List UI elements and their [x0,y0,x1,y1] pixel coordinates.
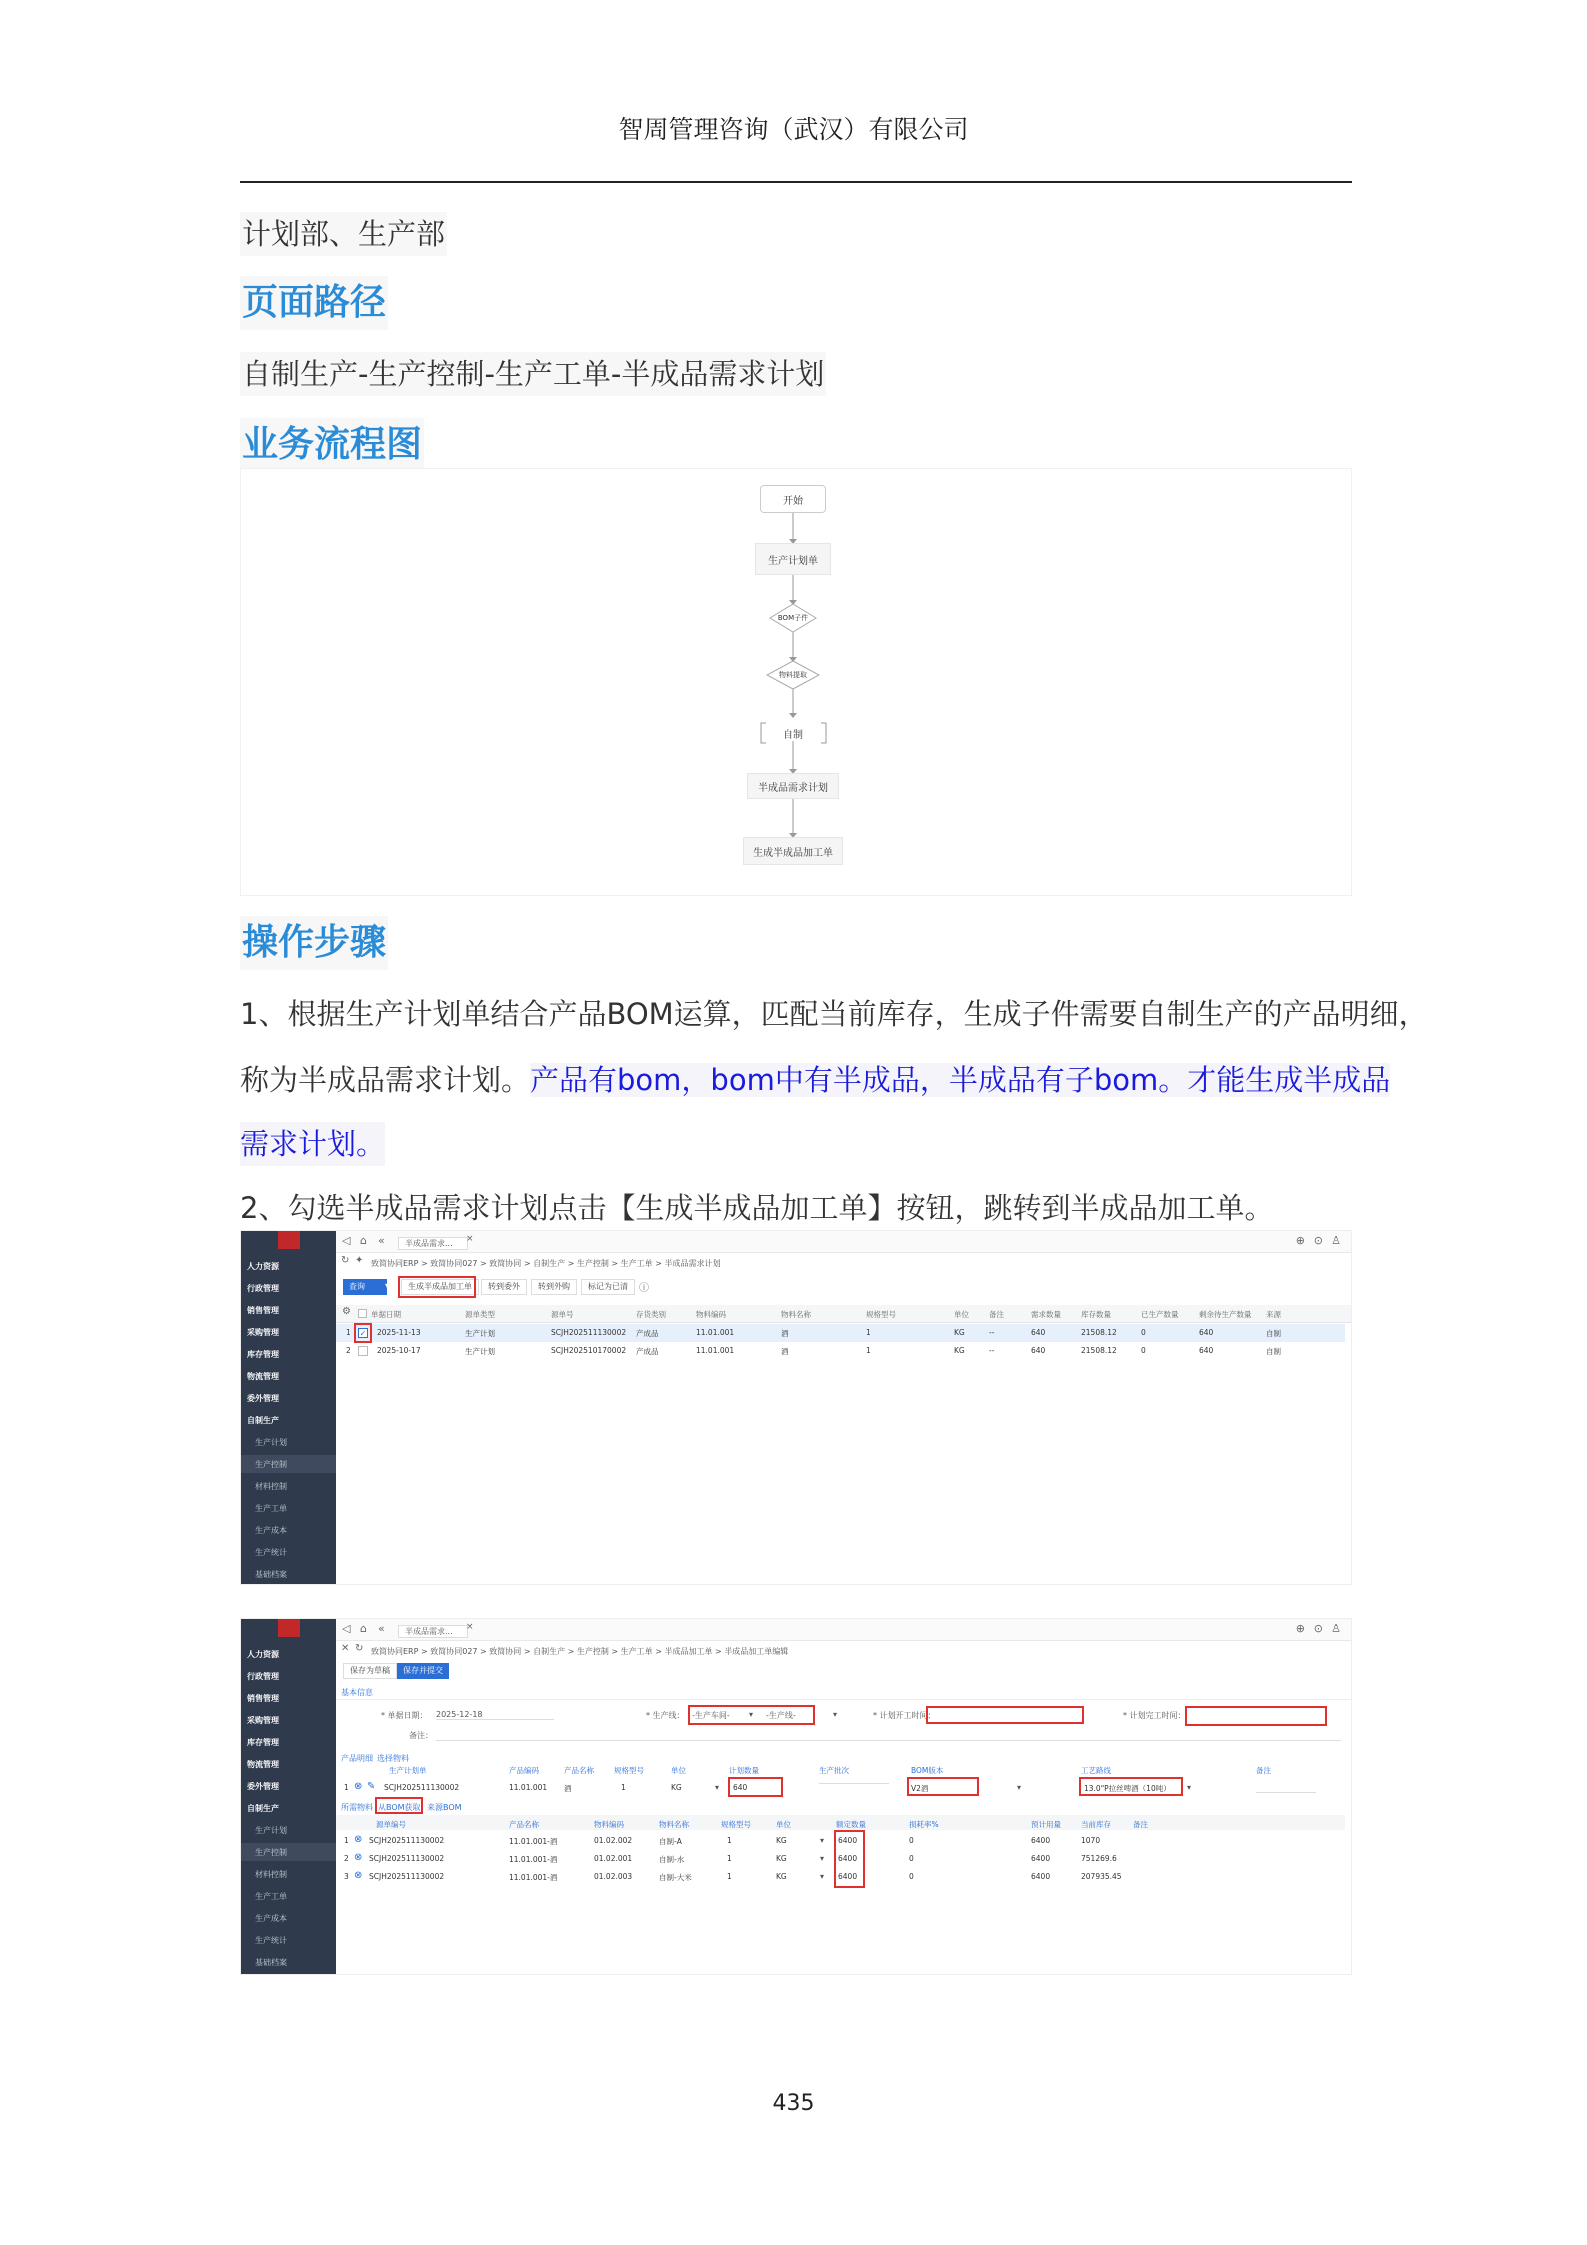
highlight-checkbox [354,1323,372,1343]
mrow3-product: 11.01.001-酒 [509,1873,558,1882]
mrow3-source: SCJH202511130002 [369,1872,445,1881]
mcol-name: 物料名称 [659,1820,689,1829]
prow-remark[interactable] [1256,1783,1316,1793]
close-tab-icon[interactable]: × [466,1622,474,1632]
plan-start-input[interactable] [926,1706,1084,1724]
line-select[interactable]: -生产线- [766,1711,796,1720]
company-header: 智周管理咨询（武汉）有限公司 [618,115,969,144]
app-logo [278,1231,300,1249]
tab-select-material[interactable]: 选择物料 [377,1754,409,1763]
path-heading: 页面路径 [240,276,388,330]
pcol-spec: 规格型号 [614,1766,644,1775]
flow-node-demand: 半成品需求计划 [747,773,839,799]
mrow2-unit: KG [776,1854,787,1863]
plan-start-label: * 计划开工时间： [873,1711,936,1720]
col-material-code[interactable]: 物料编码 [696,1310,726,1319]
sidebar-item-outsource[interactable]: 委外管理 [247,1394,279,1403]
remark-input[interactable] [436,1740,1341,1741]
pcol-remark: 备注 [1256,1766,1271,1775]
generate-button[interactable]: 生成半成品加工单 [401,1279,479,1295]
tab-bar [336,1231,1351,1253]
mrow2-loss[interactable]: 0 [909,1854,914,1863]
mrow1-source: SCJH202511130002 [369,1836,445,1845]
col-source[interactable]: 来源 [1266,1310,1281,1319]
plan-end-label: * 计划完工时间： [1123,1711,1186,1720]
remove-row-icon[interactable]: ⊗ [354,1781,363,1792]
mrow2-stock: 751269.6 [1081,1854,1117,1863]
prow-batch[interactable] [819,1783,889,1784]
mrow2-name: 自制-水 [659,1855,685,1864]
row2-stock: 21508.12 [1081,1346,1117,1355]
flow-node-generate: 生成半成品加工单 [743,837,843,865]
sidebar-item-logistics[interactable]: 物流管理 [247,1372,279,1381]
to-purchase-button[interactable]: 转到外购 [531,1279,577,1295]
info-icon: ⓘ [639,1283,649,1294]
prow-index: 1 [344,1783,349,1792]
flow-node-plan: 生产计划单 [755,543,831,575]
mark-cleared-button[interactable]: 标记为已清 [581,1279,635,1295]
mrow3-name: 自制-大米 [659,1873,692,1882]
tab-demand[interactable]: 半成品需求... [398,1237,468,1250]
sidebar-item-admin[interactable]: 行政管理 [247,1672,279,1681]
col-unit[interactable]: 单位 [954,1310,969,1319]
mrow2-source: SCJH202511130002 [369,1854,445,1863]
sidebar-item-outsource[interactable]: 委外管理 [247,1782,279,1791]
col-demand-qty[interactable]: 需求数量 [1031,1310,1061,1319]
collapse-icon[interactable]: « [378,1622,385,1635]
row2-unit: KG [954,1346,965,1355]
row2-source: 自制 [1266,1347,1281,1356]
sidebar-sub-cost[interactable]: 生产成本 [255,1914,287,1923]
flowchart-connectors [241,469,1353,897]
sidebar-sub-plan[interactable]: 生产计划 [255,1826,287,1835]
mrow3-remove-icon[interactable]: ⊗ [354,1870,363,1881]
mcol-code: 物料编码 [594,1820,624,1829]
refresh-icon[interactable]: ↻ [355,1643,364,1654]
sidebar [241,1619,336,1974]
remark-label: 备注： [409,1731,433,1740]
row2-spec: 1 [866,1346,871,1355]
row1-source-no: SCJH202511130002 [551,1328,627,1337]
bom-chevron-icon[interactable]: ▾ [1017,1783,1022,1792]
sidebar-item-purchase[interactable]: 采购管理 [247,1716,279,1725]
globe-icon[interactable]: ⊕ [1295,1622,1305,1635]
row2-checkbox[interactable] [358,1346,368,1356]
flow-node-start: 开始 [760,485,826,513]
row2-remaining: 640 [1199,1346,1214,1355]
divider [336,1699,1351,1700]
pin-icon[interactable]: ✦ [355,1255,364,1266]
row1-category: 产成品 [636,1329,659,1338]
pcol-batch: 生产批次 [819,1766,849,1775]
sidebar-item-sales[interactable]: 销售管理 [247,1694,279,1703]
row2-index: 2 [346,1346,351,1355]
sidebar-item-production[interactable]: 自制生产 [247,1416,279,1425]
mrow2-remove-icon[interactable]: ⊗ [354,1852,363,1863]
sidebar-item-inventory[interactable]: 库存管理 [247,1350,279,1359]
save-submit-button[interactable]: 保存并提交 [397,1663,449,1679]
row1-stock: 21508.12 [1081,1328,1117,1337]
step2-text: 2、勾选半成品需求计划点击【生成半成品加工单】按钮，跳转到半成品加工单。 [240,1191,1274,1225]
row2-remark: -- [989,1346,995,1355]
pcol-bom: BOM版本 [911,1766,944,1775]
row1-index: 1 [346,1328,351,1337]
sidebar-sub-archive[interactable]: 基础档案 [255,1570,287,1579]
zoom-icon[interactable]: ⊙ [1313,1622,1323,1635]
row1-name: 酒 [781,1329,789,1338]
step1-line3: 需求计划。 [240,1122,385,1166]
user-icon[interactable]: ♙ [1331,1234,1341,1247]
settings-icon[interactable]: ⚙ [342,1306,351,1317]
app-logo [278,1619,300,1637]
mrow3-index: 3 [344,1872,349,1881]
mrow3-loss[interactable]: 0 [909,1872,914,1881]
close-icon[interactable]: ✕ [341,1643,350,1654]
pcol-plan: 生产计划单 [389,1766,427,1775]
row2-source-type: 生产计划 [465,1347,495,1356]
tab-product-detail[interactable]: 产品明细 [341,1754,373,1763]
back-icon[interactable]: ◁ [342,1622,351,1635]
mrow1-product: 11.01.001-酒 [509,1837,558,1846]
col-produced-qty[interactable]: 已生产数量 [1141,1310,1179,1319]
source-bom-link[interactable]: 来源BOM [427,1803,462,1812]
row2-demand: 640 [1031,1346,1046,1355]
mcol-remark: 备注 [1133,1820,1148,1829]
departments-text: 计划部、生产部 [240,212,447,256]
mrow2-product: 11.01.001-酒 [509,1855,558,1864]
sidebar-item-admin[interactable]: 行政管理 [247,1284,279,1293]
tab-demand[interactable]: 半成品需求... [398,1625,468,1638]
edit-row-icon[interactable]: ✎ [367,1781,376,1792]
row1-produced: 0 [1141,1328,1146,1337]
row1-source-type: 生产计划 [465,1329,495,1338]
mrow1-name: 自制-A [659,1837,682,1846]
row2-category: 产成品 [636,1347,659,1356]
line-chevron-icon[interactable]: ▾ [833,1710,838,1719]
mrow2-code: 01.02.001 [594,1854,633,1863]
step1-text: 称为半成品需求计划。 [240,1063,531,1097]
prow-qty[interactable]: 640 [733,1783,748,1792]
tab-bar [336,1619,1351,1641]
pcol-code: 产品编码 [509,1766,539,1775]
mrow2-index: 2 [344,1854,349,1863]
mcol-source: 源单编号 [376,1820,406,1829]
screenshot-demand-plan [240,1230,1352,1585]
zoom-icon[interactable]: ⊙ [1313,1234,1323,1247]
sidebar-sub-order[interactable]: 生产工单 [255,1504,287,1513]
row2-code: 11.01.001 [696,1346,735,1355]
pcol-unit: 单位 [671,1766,686,1775]
mrow2-usage: 6400 [1031,1854,1051,1863]
mrow3-spec: 1 [727,1872,732,1881]
sidebar-sub-control[interactable]: 生产控制 [255,1848,287,1857]
highlight-get-bom [375,1797,423,1814]
flow-heading: 业务流程图 [240,418,424,472]
workshop-chevron-icon[interactable]: ▾ [749,1710,754,1719]
pcol-qty: 计划数量 [729,1766,759,1775]
prow-plan: SCJH202511130002 [384,1783,460,1792]
tab-required-material[interactable]: 所需物料 [341,1803,373,1812]
mrow2-qty[interactable]: 6400 [838,1854,858,1863]
date-label: * 单据日期： [381,1711,428,1720]
mrow1-loss[interactable]: 0 [909,1836,914,1845]
mrow1-usage: 6400 [1031,1836,1051,1845]
highlight-generate [398,1276,476,1298]
get-from-bom-link[interactable]: 从BOM获取 [378,1803,421,1812]
mrow3-stock: 207935.45 [1081,1872,1122,1881]
mrow1-qty[interactable]: 6400 [838,1836,858,1845]
col-remark[interactable]: 备注 [989,1310,1004,1319]
mrow3-usage: 6400 [1031,1872,1051,1881]
sidebar [241,1231,336,1584]
mcol-unit: 单位 [776,1820,791,1829]
col-category[interactable]: 存货类别 [636,1310,666,1319]
mcol-qty: 额定数量 [836,1820,866,1829]
flow-node-self: 自制 [783,729,803,741]
sidebar-item-purchase[interactable]: 采购管理 [247,1328,279,1337]
sidebar-sub-control[interactable]: 生产控制 [255,1460,287,1469]
page-number: 435 [772,2091,815,2116]
sidebar-item-hr[interactable]: 人力资源 [247,1650,279,1659]
screenshot-processing-order [240,1618,1352,1975]
path-value: 自制生产-生产控制-生产工单-半成品需求计划 [240,352,826,396]
plan-end-input[interactable] [1185,1706,1327,1726]
home-icon[interactable]: ⌂ [360,1622,367,1635]
sidebar-sub-archive[interactable]: 基础档案 [255,1958,287,1967]
col-material-name[interactable]: 物料名称 [781,1310,811,1319]
row1-checkbox[interactable]: ✓ [359,1329,367,1338]
row1-spec: 1 [866,1328,871,1337]
breadcrumb: 致简协同ERP > 致简协同027 > 致简协同 > 自制生产 > 生产控制 > 生产工单 > 半成品需求计划 [371,1259,721,1268]
query-button[interactable]: 查询 [343,1279,387,1295]
sidebar-sub-cost[interactable]: 生产成本 [255,1526,287,1535]
step1-line1: 1、根据生产计划单结合产品BOM运算，匹配当前库存，生成子件需要自制生产的产品明细， [240,997,1428,1031]
col-source-no[interactable]: 源单号 [551,1310,574,1319]
highlight-route [1079,1777,1183,1796]
row2-date: 2025-10-17 [377,1346,421,1355]
home-icon[interactable]: ⌂ [360,1234,367,1247]
mrow1-unit: KG [776,1836,787,1845]
mrow1-spec: 1 [727,1836,732,1845]
mcol-product: 产品名称 [509,1820,539,1829]
route-chevron-icon[interactable]: ▾ [1187,1783,1192,1792]
sidebar-item-sales[interactable]: 销售管理 [247,1306,279,1315]
row2-produced: 0 [1141,1346,1146,1355]
refresh-icon[interactable]: ↻ [341,1255,350,1266]
highlight-qty [728,1777,783,1797]
sidebar-sub-plan[interactable]: 生产计划 [255,1438,287,1447]
sidebar-sub-material[interactable]: 材料控制 [255,1870,287,1879]
mrow1-stock: 1070 [1081,1836,1101,1845]
sidebar-sub-stats[interactable]: 生产统计 [255,1936,287,1945]
mrow1-code: 01.02.002 [594,1836,633,1845]
highlight-line [688,1705,815,1725]
globe-icon[interactable]: ⊕ [1295,1234,1305,1247]
highlight-bom [907,1777,979,1796]
row1-remaining: 640 [1199,1328,1214,1337]
col-spec[interactable]: 规格型号 [866,1310,896,1319]
sidebar-sub-order[interactable]: 生产工单 [255,1892,287,1901]
row2-source-no: SCJH202510170002 [551,1346,627,1355]
sidebar-item-inventory[interactable]: 库存管理 [247,1738,279,1747]
query-dropdown-icon[interactable]: ▾ [385,1281,390,1290]
mcol-stock: 当前库存 [1081,1820,1111,1829]
flow-node-material: 物料提取 [779,671,807,679]
header-rule [240,181,1352,183]
pcol-route: 工艺路线 [1081,1766,1111,1775]
basic-info-title: 基本信息 [341,1688,373,1697]
sidebar-item-hr[interactable]: 人力资源 [247,1262,279,1271]
mrow2-unit-chevron-icon[interactable]: ▾ [820,1854,825,1863]
mrow1-remove-icon[interactable]: ⊗ [354,1834,363,1845]
pcol-name: 产品名称 [564,1766,594,1775]
unit-chevron-icon[interactable]: ▾ [715,1783,720,1792]
row1-date: 2025-11-13 [377,1328,421,1337]
col-date[interactable]: 单据日期 [371,1310,401,1319]
line-label: * 生产线： [646,1711,685,1720]
date-input[interactable]: 2025-12-18 [436,1710,554,1720]
row1-code: 11.01.001 [696,1328,735,1337]
close-tab-icon[interactable]: × [466,1234,474,1244]
mrow3-code: 01.02.003 [594,1872,633,1881]
select-all-checkbox[interactable] [358,1309,367,1318]
mrow1-unit-chevron-icon[interactable]: ▾ [820,1836,825,1845]
sidebar-item-logistics[interactable]: 物流管理 [247,1760,279,1769]
mrow1-index: 1 [344,1836,349,1845]
prow-unit: KG [671,1783,682,1792]
prow-code: 11.01.001 [509,1783,548,1792]
col-source-type[interactable]: 源单类型 [465,1310,495,1319]
user-icon[interactable]: ♙ [1331,1622,1341,1635]
save-draft-button[interactable]: 保存为草稿 [343,1663,397,1679]
row1-remark: -- [989,1328,995,1337]
row1-source: 自制 [1266,1329,1281,1338]
back-icon[interactable]: ◁ [342,1234,351,1247]
steps-heading: 操作步骤 [240,916,388,970]
mcol-loss: 损耗率% [909,1820,939,1829]
workshop-select[interactable]: -生产车间- [692,1711,730,1720]
mrow2-spec: 1 [727,1854,732,1863]
mcol-spec: 规格型号 [721,1820,751,1829]
flowchart [240,468,1352,896]
row1-demand: 640 [1031,1328,1046,1337]
mrow3-qty[interactable]: 6400 [838,1872,858,1881]
row2-name: 酒 [781,1347,789,1356]
collapse-icon[interactable]: « [378,1234,385,1247]
sidebar-sub-material[interactable]: 材料控制 [255,1482,287,1491]
flow-node-bom: BOM子件 [777,614,809,622]
to-outsource-button[interactable]: 转到委外 [481,1279,527,1295]
prow-name: 酒 [564,1784,572,1793]
row1-unit: KG [954,1328,965,1337]
col-stock-qty[interactable]: 库存数量 [1081,1310,1111,1319]
col-remaining-qty[interactable]: 剩余待生产数量 [1199,1310,1252,1319]
prow-bom[interactable]: V2酒 [911,1784,929,1793]
sidebar-sub-stats[interactable]: 生产统计 [255,1548,287,1557]
step1-line2 [240,1058,1390,1102]
mcol-usage: 预计用量 [1031,1820,1061,1829]
breadcrumb: 致简协同ERP > 致简协同027 > 致简协同 > 自制生产 > 生产控制 > 生产工单 > 半成品加工单 > 半成品加工单编辑 [371,1647,789,1656]
prow-route[interactable]: 13.0"P拉丝啤酒（10吨） [1084,1784,1171,1793]
sidebar-item-production[interactable]: 自制生产 [247,1804,279,1813]
mrow3-unit-chevron-icon[interactable]: ▾ [820,1872,825,1881]
step1-highlight: 产品有bom，bom中有半成品，半成品有子bom。才能生成半成品 [530,1063,1391,1097]
prow-spec: 1 [621,1783,626,1792]
highlight-material-qty [834,1830,865,1888]
mrow3-unit: KG [776,1872,787,1881]
